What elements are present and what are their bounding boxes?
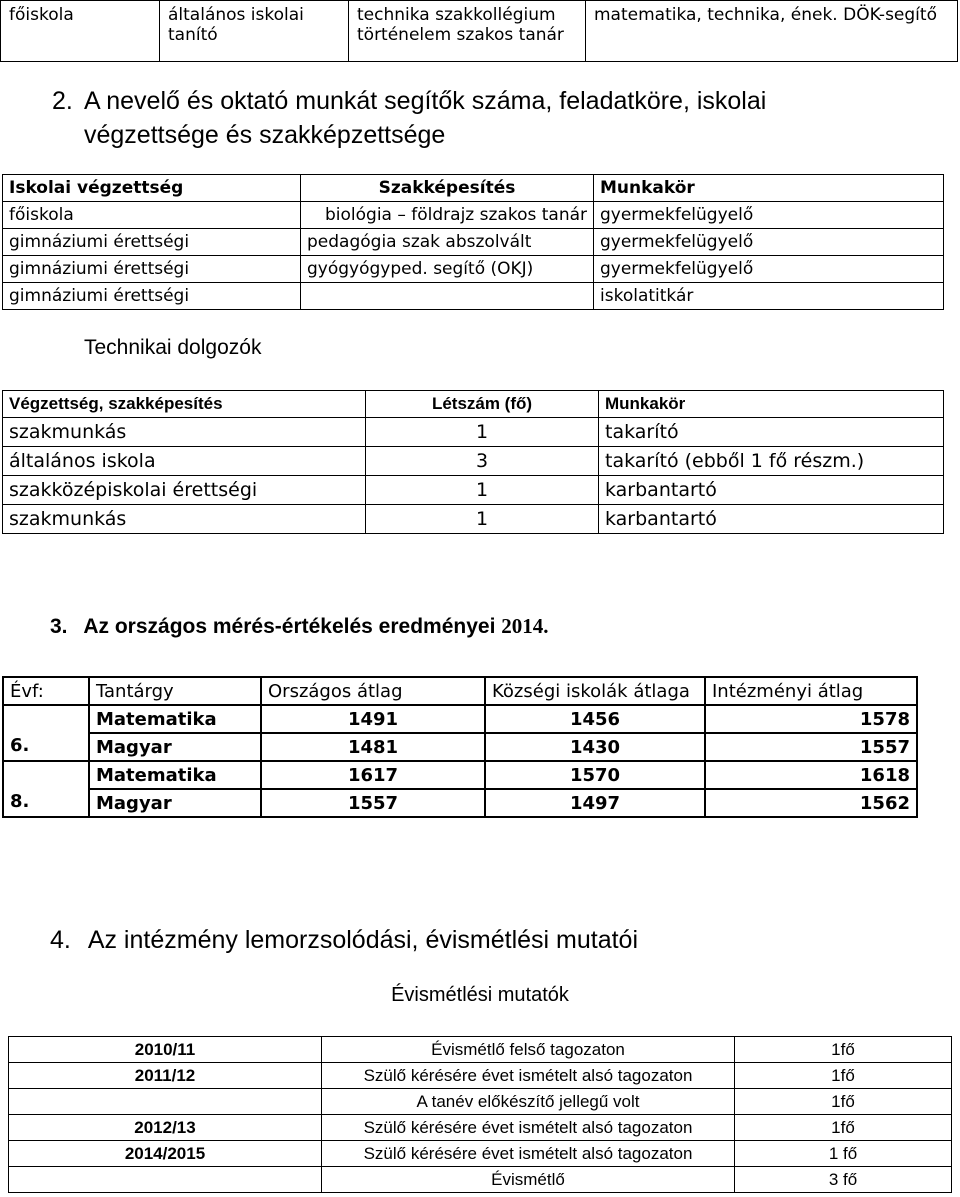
- school-year-cell: [9, 1167, 322, 1193]
- grade-cell: 6.: [3, 705, 89, 761]
- technical-staff-table: [2, 390, 944, 534]
- table-cell: iskolatitkár: [594, 283, 944, 310]
- table-row: [1, 1, 958, 62]
- section-3-number: 3.: [50, 615, 68, 638]
- table-row: [9, 1063, 952, 1089]
- table-cell: 1: [366, 476, 599, 505]
- table-cell: gimnáziumi érettségi: [3, 283, 301, 310]
- table-cell: 1557: [261, 789, 485, 817]
- assessment-results-table: [2, 676, 918, 818]
- table-row: [3, 505, 944, 534]
- table-row: [3, 761, 917, 789]
- table-row: [3, 705, 917, 733]
- table-cell: [301, 283, 594, 310]
- table-cell: 1570: [485, 761, 705, 789]
- table-cell: 1: [366, 505, 599, 534]
- table-cell: 1497: [485, 789, 705, 817]
- section-3-heading: [50, 614, 549, 639]
- section-2-number: 2.: [52, 87, 73, 115]
- table-row: [3, 283, 944, 310]
- section-4-subtitle: Évismétlési mutatók: [391, 984, 569, 1006]
- section-4-number: 4.: [50, 926, 71, 954]
- school-year-cell: 2012/13: [9, 1115, 322, 1141]
- table-cell: 1430: [485, 733, 705, 761]
- table-cell: matematika, technika, ének. DÖK-segítő: [586, 1, 958, 62]
- table-cell: takarító (ebből 1 fő részm.): [599, 447, 944, 476]
- school-year-cell: 2014/2015: [9, 1141, 322, 1167]
- table-cell: 1617: [261, 761, 485, 789]
- table-cell: 1: [366, 418, 599, 447]
- table-cell: Magyar: [89, 789, 261, 817]
- table-cell: Matematika: [89, 761, 261, 789]
- table-row: [3, 256, 944, 283]
- table-row: [9, 1115, 952, 1141]
- section-4-heading: [50, 926, 638, 955]
- section-3-year: 2014.: [501, 614, 549, 638]
- table-header-row: [3, 175, 944, 202]
- table-row: [3, 418, 944, 447]
- table-cell: 1557: [705, 733, 917, 761]
- table-cell: Matematika: [89, 705, 261, 733]
- table-row: [3, 447, 944, 476]
- repetition-table: [8, 1036, 952, 1193]
- table-cell: 1562: [705, 789, 917, 817]
- column-header: Községi iskolák átlaga: [485, 677, 705, 705]
- table-cell: gyermekfelügyelő: [594, 256, 944, 283]
- table-cell: gyógyógyped. segítő (OKJ): [301, 256, 594, 283]
- table-cell: 1fő: [735, 1063, 952, 1089]
- table-cell: technika szakkollégium történelem szakos tanár: [349, 1, 586, 62]
- table-cell: 1578: [705, 705, 917, 733]
- table-row: [9, 1167, 952, 1193]
- school-year-cell: 2010/11: [9, 1037, 322, 1063]
- column-header: Végzettség, szakképesítés: [3, 391, 366, 418]
- section-3-title: Az országos mérés-értékelés eredményei: [83, 615, 496, 638]
- table-cell: általános iskolai tanító: [160, 1, 349, 62]
- table-row: [3, 733, 917, 761]
- table-cell: gimnáziumi érettségi: [3, 256, 301, 283]
- staff-continuation-table: [0, 0, 958, 62]
- table-cell: 1 fő: [735, 1141, 952, 1167]
- column-header: Országos átlag: [261, 677, 485, 705]
- table-cell: Szülő kérésére évet ismételt alsó tagozaton: [322, 1141, 735, 1167]
- table-cell: 3 fő: [735, 1167, 952, 1193]
- section-2-title-line1: A nevelő és oktató munkát segítők száma, feladatköre, iskolai: [84, 87, 767, 115]
- grade-cell: 8.: [3, 761, 89, 817]
- table-cell: szakmunkás: [3, 505, 366, 534]
- table-cell: karbantartó: [599, 476, 944, 505]
- table-cell: Magyar: [89, 733, 261, 761]
- table-cell: A tanév előkészítő jellegű volt: [322, 1089, 735, 1115]
- school-year-cell: 2011/12: [9, 1063, 322, 1089]
- table-cell: 1491: [261, 705, 485, 733]
- column-header: Intézményi átlag: [705, 677, 917, 705]
- table-row: [9, 1141, 952, 1167]
- table-cell: biológia – földrajz szakos tanár: [301, 202, 594, 229]
- table-cell: Szülő kérésére évet ismételt alsó tagozaton: [322, 1063, 735, 1089]
- table-cell: gyermekfelügyelő: [594, 229, 944, 256]
- column-header: Munkakör: [594, 175, 944, 202]
- table-cell: Szülő kérésére évet ismételt alsó tagozaton: [322, 1115, 735, 1141]
- table-header-row: [3, 391, 944, 418]
- table-header-row: [3, 677, 917, 705]
- table-cell: 1618: [705, 761, 917, 789]
- section-4-title: Az intézmény lemorzsolódási, évismétlési mutatói: [87, 926, 639, 954]
- technical-staff-title: Technikai dolgozók: [84, 336, 262, 359]
- table-cell: gimnáziumi érettségi: [3, 229, 301, 256]
- table-cell: pedagógia szak abszolvált: [301, 229, 594, 256]
- table-row: [9, 1089, 952, 1115]
- table-cell: karbantartó: [599, 505, 944, 534]
- table-cell: általános iskola: [3, 447, 366, 476]
- support-staff-table: [2, 174, 944, 310]
- column-header: Évf:: [3, 677, 89, 705]
- table-cell: 3: [366, 447, 599, 476]
- table-row: [3, 476, 944, 505]
- table-cell: 1fő: [735, 1037, 952, 1063]
- table-cell: szakközépiskolai érettségi: [3, 476, 366, 505]
- table-cell: Évismétlő: [322, 1167, 735, 1193]
- column-header: Iskolai végzettség: [3, 175, 301, 202]
- table-cell: 1456: [485, 705, 705, 733]
- table-row: [9, 1037, 952, 1063]
- school-year-cell: [9, 1089, 322, 1115]
- column-header: Tantárgy: [89, 677, 261, 705]
- table-row: [3, 229, 944, 256]
- table-cell: 1fő: [735, 1115, 952, 1141]
- section-2-title: [84, 84, 944, 152]
- table-cell: 1fő: [735, 1089, 952, 1115]
- table-cell: főiskola: [3, 202, 301, 229]
- column-header: Szakképesítés: [301, 175, 594, 202]
- section-2-title-line2: végzettsége és szakképzettsége: [84, 121, 446, 149]
- column-header: Létszám (fő): [366, 391, 599, 418]
- table-cell: Évismétlő felső tagozaton: [322, 1037, 735, 1063]
- column-header: Munkakör: [599, 391, 944, 418]
- table-row: [3, 202, 944, 229]
- table-cell: gyermekfelügyelő: [594, 202, 944, 229]
- table-cell: takarító: [599, 418, 944, 447]
- table-cell: főiskola: [1, 1, 160, 62]
- table-cell: szakmunkás: [3, 418, 366, 447]
- table-cell: 1481: [261, 733, 485, 761]
- table-row: [3, 789, 917, 817]
